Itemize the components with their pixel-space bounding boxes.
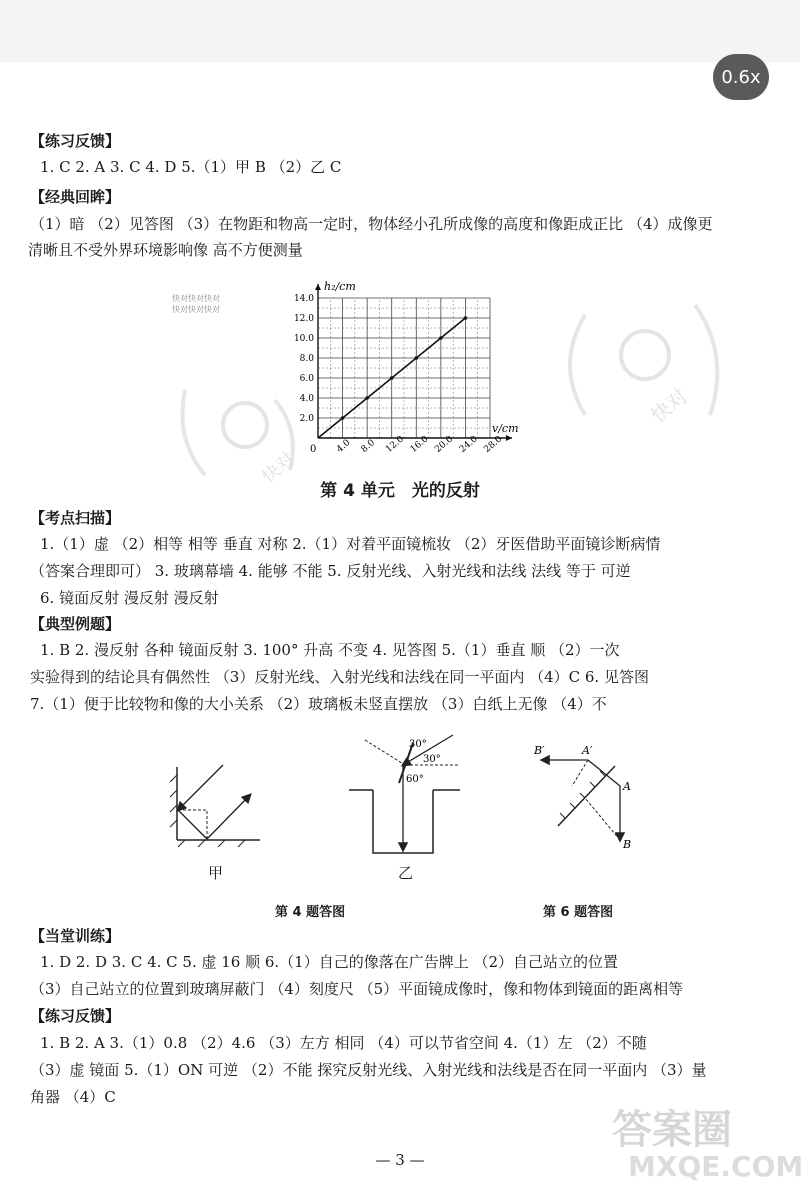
answer-line: 1.（1）虚 （2）相等 相等 垂直 对称 2.（1）对着平面镜梳妆 （2）牙医借助平面镜诊断病情 [40, 535, 661, 553]
section-heading-practice-feedback: 【练习反馈】 [30, 132, 121, 150]
watermark-corner-text: 答案圈 [612, 1107, 732, 1153]
y-tick-label: 14.0 [293, 294, 314, 304]
watermark-text: 快对快对快对 快对快对快对 [172, 294, 220, 314]
answer-line: （答案合理即可） 3. 玻璃幕墙 4. 能够 不能 5. 反射光线、入射光线和法线 法线 等于 可逆 [30, 562, 631, 580]
answer-line: 清晰且不受外界环境影响像 高不方便测量 [28, 241, 303, 259]
y-tick-label: 4.0 [299, 394, 314, 404]
svg-text:快对: 快对 [257, 448, 300, 488]
y-axis-arrow [315, 284, 321, 290]
x-tick-label: 8.0 [359, 437, 377, 455]
answer-line: 角器 （4）C [30, 1088, 116, 1106]
x-axis-arrow [506, 435, 512, 441]
data-point [365, 396, 369, 400]
answer-line: （1）暗 （2）见答图 （3）在物距和物高一定时，物体经小孔所成像的高度和像距成正比 （4）成像更 [30, 215, 713, 233]
section-heading-classic-review: 【经典回眸】 [30, 188, 121, 206]
fig6-diagram [530, 738, 640, 853]
fig4-left-label: 甲 [208, 864, 224, 882]
answer-line: 1. B 2. 漫反射 各种 镜面反射 3. 100° 升高 不变 4. 见答图 5.（1）垂直 顺 （2）一次 [40, 641, 620, 659]
chart-series [318, 316, 467, 438]
section-heading-classroom-training: 【当堂训练】 [30, 927, 121, 945]
zoom-level-button[interactable]: 0.6x [713, 54, 769, 100]
viewer-toolbar [0, 0, 800, 62]
y-axis-label: h₂/cm [324, 280, 356, 293]
x-tick-label: 24.0 [457, 434, 480, 455]
origin-label: 0 [310, 444, 317, 455]
x-tick-label: 4.0 [335, 437, 353, 455]
x-tick-label: 12.0 [384, 434, 406, 455]
svg-text:快对: 快对 [646, 383, 693, 428]
watermark-corner-url: MXQE.COM [628, 1150, 803, 1183]
y-tick-label: 6.0 [299, 374, 314, 384]
answer-line: （3）虚 镜面 5.（1）ON 可逆 （2）不能 探究反射光线、入射光线和法线是否在同一平面内 （3）量 [30, 1061, 707, 1079]
fig4-left-diagram [165, 755, 275, 850]
section-heading-examples: 【典型例题】 [30, 615, 121, 633]
h2-v-line-chart [280, 278, 530, 455]
x-tick-label: 28.0 [482, 434, 505, 455]
y-tick-label: 2.0 [299, 414, 314, 424]
data-point [341, 416, 345, 420]
answer-line: 1. C 2. A 3. C 4. D 5.（1）甲 B （2）乙 C [40, 158, 342, 176]
answer-line: 实验得到的结论具有偶然性 （3）反射光线、入射光线和法线在同一平面内 （4）C 6. 见答图 [30, 668, 649, 686]
svg-text:A′: A′ [582, 744, 593, 757]
answer-line: 6. 镜面反射 漫反射 漫反射 [40, 589, 219, 607]
y-tick-label: 12.0 [293, 314, 314, 324]
svg-text:B′: B′ [534, 744, 545, 757]
answer-line: （3）自己站立的位置到玻璃屏蔽门 （4）刻度尺 （5）平面镜成像时，像和物体到镜面的距离相等 [30, 980, 684, 998]
svg-text:A: A [623, 780, 631, 793]
fig6-caption: 第 6 题答图 [543, 905, 614, 920]
answer-line: 1. B 2. A 3.（1）0.8 （2）4.6 （3）左方 相同 （4）可以节省空间 4.（1）左 （2）不随 [40, 1034, 647, 1052]
section-heading-practice-feedback-2: 【练习反馈】 [30, 1007, 121, 1025]
kuaidui-watermark-logo-right [545, 285, 735, 455]
data-point [414, 356, 418, 360]
data-point [390, 376, 394, 380]
x-tick-label: 16.0 [408, 434, 431, 455]
fig4-caption: 第 4 题答图 [275, 905, 346, 920]
data-point [439, 336, 443, 340]
data-point [464, 316, 468, 320]
fig4-right-diagram [345, 735, 465, 860]
answer-line: 7.（1）便于比较物和像的大小关系 （2）玻璃板未竖直摆放 （3）白纸上无像 （4）不 [30, 695, 607, 713]
section-heading-exam-scan: 【考点扫描】 [30, 509, 121, 527]
unit-title: 第 4 单元 光的反射 [320, 481, 480, 501]
y-tick-label: 8.0 [299, 354, 314, 364]
x-axis-label: v/cm [492, 422, 519, 435]
page-number: — 3 — [375, 1151, 425, 1169]
chart-axes [315, 284, 512, 441]
x-tick-label: 20.0 [433, 434, 456, 455]
svg-text:B: B [623, 838, 632, 851]
fig4-right-label: 乙 [398, 864, 414, 882]
svg-text:30°: 30° [409, 739, 427, 750]
svg-text:60°: 60° [406, 774, 424, 785]
answer-line: 1. D 2. D 3. C 4. C 5. 虚 16 顺 6.（1）自己的像落在广告牌上 （2）自己站立的位置 [40, 953, 619, 971]
svg-text:30°: 30° [423, 754, 441, 765]
y-tick-label: 10.0 [293, 334, 314, 344]
